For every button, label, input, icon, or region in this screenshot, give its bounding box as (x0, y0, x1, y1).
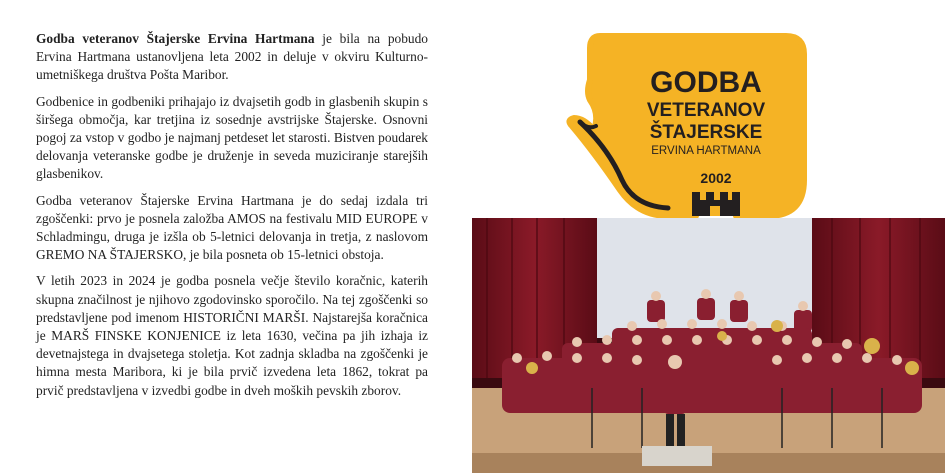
paragraph-4: V letih 2023 in 2024 je godba posnela večje število koračnic, katerih skupna značilnost je njihovo zgodovinsko sporočilo. Na tej zgoščenki so predstavljene pod imenom HISTORIČNI MARŠI. Najstarejša koračnica je MARŠ FINSKE KONJENICE iz leta 1630, večina pa jih izhaja iz devetnajstega in dvajsetega stoletja. Kot zadnja skladba na zgoščenki je himna mesta Maribora, ki je bila prvič izvedena leta 1862, tokrat pa prvič predstavljena v izvedbi godbe in dveh moških pevskih zborov. (36, 273, 428, 398)
horn-emblem-icon (560, 30, 810, 220)
logo-year: 2002 (700, 170, 732, 186)
band-name: Godba veteranov Štajerske Ervina Hartmana (36, 31, 315, 46)
logo-line-4: ERVINA HARTMANA (651, 145, 761, 157)
logo-line-2: VETERANOV (646, 100, 766, 121)
paragraph-3: Godba veteranov Štajerske Ervina Hartmana je do sedaj izdala tri zgoščenki: prvo je posnela založba AMOS na festivalu MID EUROPE v Schladmingu, druga je izšla ob 5-letnici delovanja in tretja, z naslovom GREMO NA ŠTAJERSKO, je bila posneta ob 15-letnici obstoja. (36, 192, 428, 263)
paragraph-1 (36, 30, 428, 85)
article-text (36, 30, 428, 408)
paragraph-2: Godbenice in godbeniki prihajajo iz dvajsetih godb in glasbenih skupin s širšega območja, kar tretjina iz sosednje avstrijske Štajerske. Osnovni pogoj za vstop v godbo je najmanj petdeset let starosti. Bistven poudarek delovanja veteranske godbe je druženje in seveda muziciranje starejših glasbenikov. (36, 93, 428, 182)
logo-line-3: ŠTAJERSKE (649, 122, 763, 143)
logo-line-1: GODBA (650, 66, 762, 99)
band-logo (560, 30, 810, 220)
band-photo (472, 218, 945, 473)
paragraph-1-rest: je bila na pobudo Ervina Hartmana ustanovljena leta 2002 in deluje v okviru Kulturno-umetniškega društva Pošta Maribor. (36, 31, 428, 83)
concert-photo-image (472, 218, 945, 473)
